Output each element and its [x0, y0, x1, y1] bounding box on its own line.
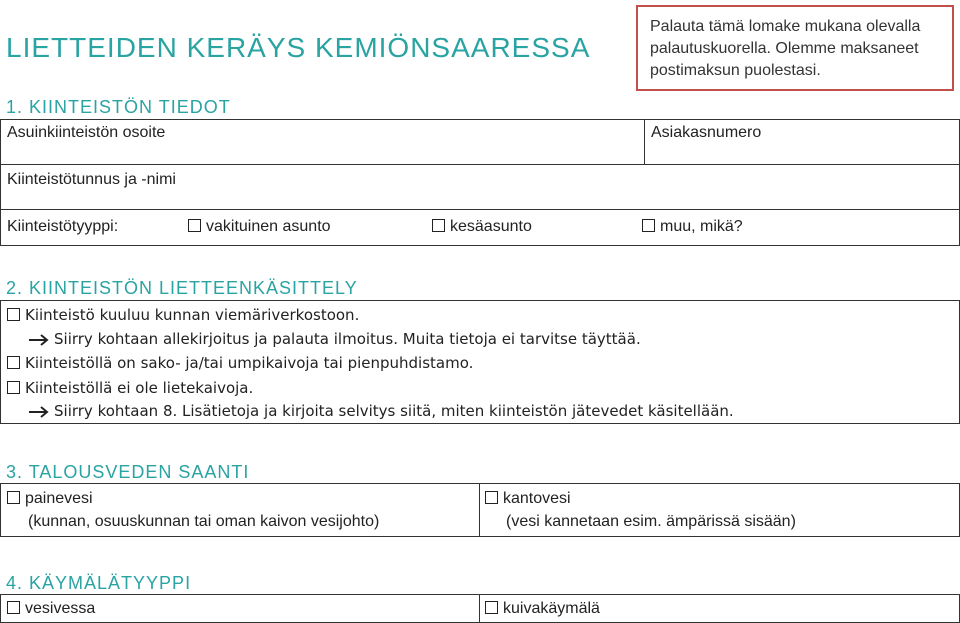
checkbox[interactable]: [188, 219, 201, 232]
toilet-option-dry[interactable]: kuivakäymälä: [485, 600, 600, 618]
water-option-carried[interactable]: kantovesi: [485, 490, 571, 508]
customer-number-label: Asiakasnumero: [651, 124, 762, 141]
toilet-option-water[interactable]: vesivessa: [7, 600, 95, 618]
address-field[interactable]: [4, 145, 640, 163]
section-3-heading: 3. TALOUSVEDEN SAANTI: [6, 462, 250, 482]
type-option-other[interactable]: muu, mikä?: [642, 218, 743, 236]
checkbox[interactable]: [7, 356, 20, 369]
address-label: Asuinkiinteistön osoite: [7, 124, 166, 141]
sludge-option-wells[interactable]: Kiinteistöllä on sako- ja/tai umpikaivoja tai pienpuhdistamo.: [7, 354, 473, 372]
section-2-heading: 2. KIINTEISTÖN LIETTEENKÄSITTELY: [6, 278, 358, 298]
customer-number-field[interactable]: [648, 145, 956, 163]
checkbox[interactable]: [7, 601, 20, 614]
section-1-heading: 1. KIINTEISTÖN TIEDOT: [6, 97, 231, 117]
form-title: LIETTEIDEN KERÄYS KEMIÖNSAARESSA: [6, 32, 591, 63]
property-id-label: Kiinteistötunnus ja -nimi: [7, 171, 176, 188]
type-option-summer[interactable]: kesäasunto: [432, 218, 532, 236]
checkbox[interactable]: [485, 601, 498, 614]
sludge-option-sewer[interactable]: Kiinteistö kuuluu kunnan viemäriverkostoon.: [7, 306, 359, 324]
checkbox[interactable]: [7, 491, 20, 504]
type-option-permanent[interactable]: vakituinen asunto: [188, 218, 331, 236]
checkbox[interactable]: [7, 308, 20, 321]
arrow-right-icon: [28, 406, 50, 418]
divider: [479, 595, 480, 623]
checkbox[interactable]: [485, 491, 498, 504]
property-type-label: Kiinteistötyyppi:: [7, 218, 119, 235]
arrow-right-icon: [28, 334, 50, 346]
toilet-type-box: [0, 594, 960, 623]
checkbox[interactable]: [432, 219, 445, 232]
checkbox[interactable]: [642, 219, 655, 232]
divider: [644, 120, 645, 165]
sludge-option-none[interactable]: Kiinteistöllä ei ole lietekaivoja.: [7, 379, 253, 397]
water-option-carried-desc: (vesi kannetaan esim. ämpärissä sisään): [506, 513, 796, 530]
water-option-pressure-desc: (kunnan, osuuskunnan tai oman kaivon vesijohto): [28, 513, 380, 530]
divider: [479, 484, 480, 537]
return-notice: Palauta tämä lomake mukana olevalla palautuskuorella. Olemme maksaneet postimaksun puolestasi.: [636, 5, 954, 91]
water-option-pressure[interactable]: painevesi: [7, 490, 93, 508]
checkbox[interactable]: [7, 381, 20, 394]
sludge-note-none: Siirry kohtaan 8. Lisätietoja ja kirjoita selvitys siitä, miten kiinteistön jätevedet käsitellään.: [28, 402, 734, 420]
property-id-field[interactable]: [200, 168, 950, 204]
section-4-heading: 4. KÄYMÄLÄTYYPPI: [6, 573, 192, 593]
sludge-note-sewer: Siirry kohtaan allekirjoitus ja palauta ilmoitus. Muita tietoja ei tarvitse täyttää.: [28, 330, 641, 348]
